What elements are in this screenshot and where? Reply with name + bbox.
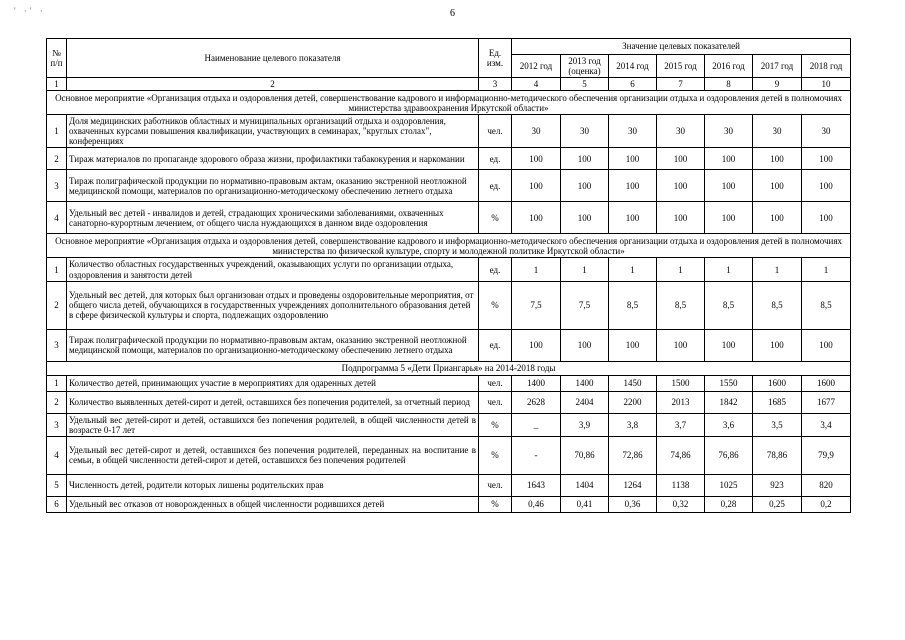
row-number: 2: [47, 148, 67, 170]
header-year: 2018 год: [802, 55, 851, 78]
indicator-value: 70,86: [561, 436, 609, 474]
section-title-health-row: [47, 91, 851, 115]
indicator-value: 100: [609, 329, 657, 361]
row-number: 3: [47, 413, 67, 436]
indicator-name: Количество областных государственных учреждений, оказывающих услуги по организации отдыха, оздоровления и занятости детей: [67, 258, 479, 281]
indicator-value: 923: [753, 474, 802, 496]
indicator-name: Тираж полиграфической продукции по нормативно-правовым актам, оказанию экстренной неотложной медицинской помощи, материалов по организационно-методическому обеспечению летнего отдыха: [67, 170, 479, 202]
indicator-value: 100: [657, 148, 705, 170]
indicator-value: 100: [609, 202, 657, 234]
table-row: [47, 474, 851, 496]
indicator-value: 2404: [561, 391, 609, 413]
indicator-value: 100: [753, 202, 802, 234]
indicator-value: 8,5: [609, 281, 657, 329]
row-number: 6: [47, 496, 67, 512]
indicator-value: 0,41: [561, 496, 609, 512]
column-number: 1: [47, 78, 67, 91]
table-row: [47, 148, 851, 170]
indicator-value: 100: [609, 170, 657, 202]
indicator-value: 100: [705, 170, 753, 202]
indicator-name: Количество детей, принимающих участие в мероприятиях для одаренных детей: [67, 375, 479, 391]
indicator-value: 1: [561, 258, 609, 281]
header-year: 2017 год: [753, 55, 802, 78]
indicator-name: Тираж полиграфической продукции по нормативно-правовым актам, оказанию экстренной неотложной медицинской помощи, материалов по организационно-методическому обеспечению летнего отдыха: [67, 329, 479, 361]
column-number: 3: [479, 78, 512, 91]
indicator-value: 1: [802, 258, 851, 281]
indicator-value: 1600: [802, 375, 851, 391]
indicator-name: Удельный вес детей - инвалидов и детей, страдающих хроническими заболеваниями, охваченных санаторно-курортным лечением, от общего числа нуждающихся в данном виде оздоровления: [67, 202, 479, 234]
row-number: 1: [47, 258, 67, 281]
indicator-value: 72,86: [609, 436, 657, 474]
row-number: 1: [47, 375, 67, 391]
indicator-value: 100: [753, 148, 802, 170]
indicator-name: Удельный вес детей-сирот и детей, оставшихся без попечения родителей, в общей численности детей в возрасте 0-17 лет: [67, 413, 479, 436]
indicator-name: Удельный вес детей, для которых был организован отдых и проведены оздоровительные мероприятия, от общего числа детей, обучающихся в государственных учреждениях дополнительного образования детей в сфере физической культуры и спорта, подлежащих оздоровлению: [67, 281, 479, 329]
unit: %: [479, 413, 512, 436]
indicator-value: 3,7: [657, 413, 705, 436]
column-number: 8: [705, 78, 753, 91]
table-row: [47, 496, 851, 512]
unit: чел.: [479, 375, 512, 391]
indicator-name: Количество выявленных детей-сирот и детей, оставшихся без попечения родителей, за отчетный период: [67, 391, 479, 413]
header-year: 2012 год: [512, 55, 561, 78]
indicator-value: 1400: [512, 375, 561, 391]
indicator-value: 100: [753, 170, 802, 202]
page-number: 6: [450, 8, 455, 19]
indicator-value: 100: [512, 329, 561, 361]
indicator-value: 3,4: [802, 413, 851, 436]
indicator-value: 0,25: [753, 496, 802, 512]
unit: ед.: [479, 258, 512, 281]
header-num: № п/п: [47, 39, 67, 78]
indicator-value: 100: [561, 170, 609, 202]
row-number: 2: [47, 391, 67, 413]
column-number: 2: [67, 78, 479, 91]
indicator-value: 3,5: [753, 413, 802, 436]
indicator-value: 8,5: [753, 281, 802, 329]
indicator-value: 30: [802, 115, 851, 148]
section-title-sport-row: [47, 234, 851, 258]
indicator-value: 2628: [512, 391, 561, 413]
unit: %: [479, 436, 512, 474]
header-year: 2015 год: [657, 55, 705, 78]
indicator-value: 1842: [705, 391, 753, 413]
column-number: 9: [753, 78, 802, 91]
header-year: 2013 год (оценка): [561, 55, 609, 78]
indicator-value: 1: [705, 258, 753, 281]
indicator-value: 1600: [753, 375, 802, 391]
indicator-value: 0,46: [512, 496, 561, 512]
indicator-value: 100: [561, 202, 609, 234]
section-title-health: Основное мероприятие «Организация отдыха и оздоровления детей, совершенствование кадрового и информационно-методического обеспечения организации отдыха и оздоровления детей в полномочиях министерства здравоохранения Иркутской области»: [47, 91, 851, 115]
indicator-name: Доля медицинских работников областных и муниципальных организаций отдыха и оздоровления, охваченных курсами повышения квалификации, участвующих в семинарах, "круглых столах", конференциях: [67, 115, 479, 148]
subprogram-title: Подпрограмма 5 «Дети Приангарья» на 2014-2018 годы: [47, 361, 851, 375]
row-number: 3: [47, 170, 67, 202]
unit: ед.: [479, 170, 512, 202]
indicator-value: 1400: [561, 375, 609, 391]
indicator-name: Удельный вес детей-сирот и детей, оставшихся без попечения родителей, переданных на воспитание в семьи, в общей численности детей-сирот и детей, оставшихся без попечения родителей: [67, 436, 479, 474]
row-number: 3: [47, 329, 67, 361]
indicator-value: 78,86: [753, 436, 802, 474]
indicator-value: 0,2: [802, 496, 851, 512]
table-row: [47, 115, 851, 148]
indicator-value: 100: [802, 329, 851, 361]
subprogram-title-row: [47, 361, 851, 375]
section-title-sport: Основное мероприятие «Организация отдыха и оздоровления детей, совершенствование кадрового и информационно-методического обеспечения организации отдыха и оздоровления детей в полномочиях министерства по физической культуре, спорту и молодежной политике Иркутской области»: [47, 234, 851, 258]
table-row: [47, 375, 851, 391]
unit: чел.: [479, 474, 512, 496]
header-year: 2016 год: [705, 55, 753, 78]
indicator-value: 1677: [802, 391, 851, 413]
indicator-name: Тираж материалов по пропаганде здорового образа жизни, профилактики табакокурения и наркомании: [67, 148, 479, 170]
unit: чел.: [479, 115, 512, 148]
indicator-value: 820: [802, 474, 851, 496]
indicator-value: 100: [512, 170, 561, 202]
indicator-value: 30: [657, 115, 705, 148]
indicator-value: 100: [609, 148, 657, 170]
column-number: 6: [609, 78, 657, 91]
indicator-value: 100: [705, 148, 753, 170]
indicator-value: 1550: [705, 375, 753, 391]
indicator-value: 3,8: [609, 413, 657, 436]
indicator-value: 0,36: [609, 496, 657, 512]
indicator-value: 1138: [657, 474, 705, 496]
scan-marks: ' ·' ·: [14, 6, 46, 16]
table-row: [47, 413, 851, 436]
unit: ед.: [479, 148, 512, 170]
table-row: [47, 202, 851, 234]
unit: чел.: [479, 391, 512, 413]
table-row: [47, 281, 851, 329]
indicator-value: 0,28: [705, 496, 753, 512]
indicator-value: 7,5: [512, 281, 561, 329]
indicator-value: 30: [753, 115, 802, 148]
row-number: 4: [47, 436, 67, 474]
indicator-value: 1: [753, 258, 802, 281]
indicator-value: 1404: [561, 474, 609, 496]
indicator-value: 100: [561, 148, 609, 170]
unit: %: [479, 281, 512, 329]
indicator-value: 30: [705, 115, 753, 148]
header-year: 2014 год: [609, 55, 657, 78]
indicator-value: 1: [512, 258, 561, 281]
column-number: 10: [802, 78, 851, 91]
indicator-value: _: [512, 413, 561, 436]
indicator-name: Удельный вес отказов от новорожденных в общей численности родившихся детей: [67, 496, 479, 512]
header-name: Наименование целевого показателя: [67, 39, 479, 78]
indicator-value: 2200: [609, 391, 657, 413]
table-row: [47, 170, 851, 202]
indicator-value: 8,5: [705, 281, 753, 329]
row-number: 2: [47, 281, 67, 329]
unit: %: [479, 202, 512, 234]
indicator-value: 1685: [753, 391, 802, 413]
indicator-value: 79,9: [802, 436, 851, 474]
indicator-value: 30: [512, 115, 561, 148]
indicator-value: 100: [561, 329, 609, 361]
indicator-value: 100: [802, 148, 851, 170]
indicator-value: 1450: [609, 375, 657, 391]
indicator-value: 1025: [705, 474, 753, 496]
indicator-value: 100: [512, 202, 561, 234]
column-number: 7: [657, 78, 705, 91]
indicator-value: 100: [512, 148, 561, 170]
indicator-value: 3,9: [561, 413, 609, 436]
row-number: 1: [47, 115, 67, 148]
indicator-value: 100: [657, 329, 705, 361]
column-number: 4: [512, 78, 561, 91]
table-row: [47, 391, 851, 413]
indicator-value: 100: [657, 170, 705, 202]
table-row: [47, 258, 851, 281]
header-values-group: Значение целевых показателей: [512, 39, 851, 55]
indicator-value: 3,6: [705, 413, 753, 436]
indicator-value: 2013: [657, 391, 705, 413]
indicator-value: 1643: [512, 474, 561, 496]
column-number: 5: [561, 78, 609, 91]
unit: %: [479, 496, 512, 512]
indicator-value: 100: [802, 170, 851, 202]
indicator-value: 1: [609, 258, 657, 281]
indicator-value: 30: [561, 115, 609, 148]
indicator-value: 100: [657, 202, 705, 234]
indicator-name: Численность детей, родители которых лишены родительских прав: [67, 474, 479, 496]
indicator-value: 7,5: [561, 281, 609, 329]
indicator-value: -: [512, 436, 561, 474]
unit: ед.: [479, 329, 512, 361]
indicator-value: 8,5: [802, 281, 851, 329]
indicator-value: 100: [753, 329, 802, 361]
indicator-value: 76,86: [705, 436, 753, 474]
table-row: [47, 436, 851, 474]
table-row: [47, 329, 851, 361]
row-number: 5: [47, 474, 67, 496]
indicator-value: 100: [705, 329, 753, 361]
row-number: 4: [47, 202, 67, 234]
target-indicators-table: [46, 38, 851, 513]
indicator-value: 100: [802, 202, 851, 234]
indicator-value: 1264: [609, 474, 657, 496]
header-unit: Ед. изм.: [479, 39, 512, 78]
indicator-value: 30: [609, 115, 657, 148]
indicator-value: 0,32: [657, 496, 705, 512]
indicator-value: 100: [705, 202, 753, 234]
indicator-value: 8,5: [657, 281, 705, 329]
indicator-value: 1500: [657, 375, 705, 391]
indicator-value: 1: [657, 258, 705, 281]
indicator-value: 74,86: [657, 436, 705, 474]
